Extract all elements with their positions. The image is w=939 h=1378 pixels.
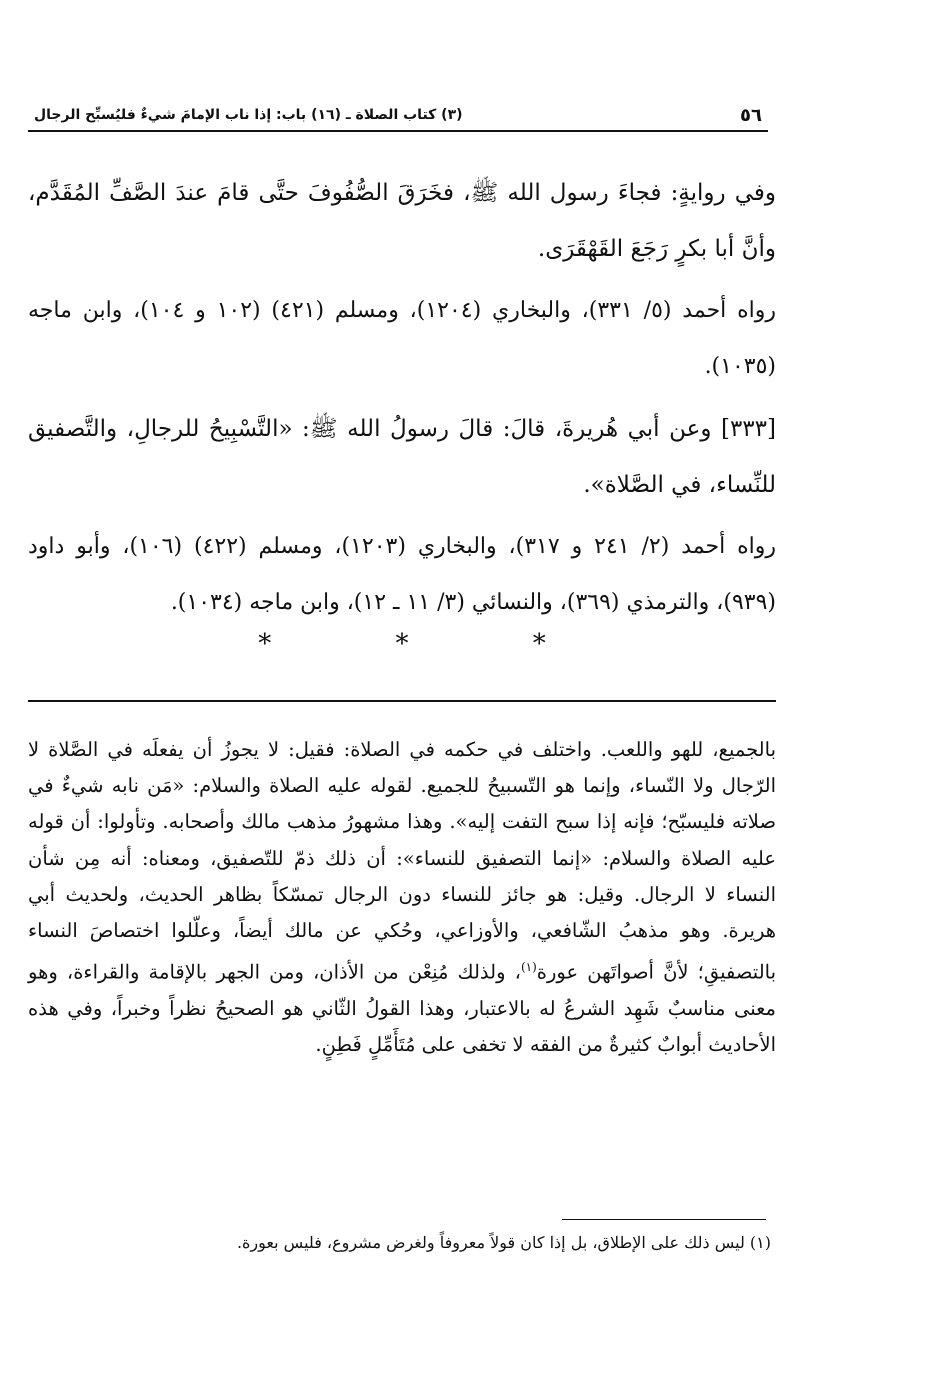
footnote-marker: (١) (520, 960, 537, 975)
commentary-divider (28, 700, 776, 702)
narration-variant: وفي روايةٍ: فجاءَ رسول الله ﷺ، فخَرَقَ الصُّفُوفَ حتَّى قامَ عندَ الصَّفِّ المُقَدَّم، وأنَّ أبا بكرٍ رَجَعَ القَهْقَرَى. (28, 180, 776, 262)
hadith-reference: رواه أحمد (٥/ ٣٣١)، والبخاري (١٢٠٤)، ومسلم (٤٢١) (١٠٢ و ١٠٤)، وابن ماجه (١٠٣٥). (28, 298, 776, 379)
running-header (28, 100, 768, 132)
hadith-333: [٣٣٣] وعن أبي هُريرةَ، قالَ: قالَ رسولُ الله ﷺ: «التَّسْبِيحُ للرجالِ، والتَّصفيق للنِّساء، في الصَّلاة». (28, 416, 776, 498)
section-ornament: * * * (258, 629, 604, 659)
commentary-part: ، ولذلك مُنِعْن من الأذان، ومن الجهر بالإقامة والقراءة، وهو معنى مناسبٌ شَهِد الشرعُ له بالاعتبار، وهذا القولُ الثّاني هو الصحيحُ نظراً وخبراً، وفي هذه الأحاديث أبوابٌ كثيرةٌ من الفقه لا تخفى على مُتَأَمِّلٍ فَطِنٍ. (28, 960, 776, 1057)
main-text (28, 165, 776, 659)
hadith-reference: رواه أحمد (٢/ ٢٤١ و ٣١٧)، والبخاري (١٢٠٣)، ومسلم (٤٢٢) (١٠٦)، وأبو داود (٩٣٩)، والترمذي (٣٦٩)، والنسائي (٣/ ١١ ـ ١٢)، وابن ماجه (١٠٣٤). (28, 534, 776, 615)
page-number: ٥٦ (740, 104, 762, 126)
commentary-part: بالجميع، للهو واللعب. واختلف في حكمه في الصلاة: فقيل: لا يجوزُ أن يفعلَه في الصَّلاة لا الرّجال ولا النّساء، وإنما هو التّسبيحُ للجميع. لقوله عليه الصلاة والسلام: «مَن نابه شيءٌ في صلاته فليسبّح؛ فإنه إذا سبح التفت إليه». وهذا مشهورُ مذهب مالك وأصحابه. وتأولوا: أن قوله عليه الصلاة والسلام: «إنما التصفيق للنساء»: أن ذلك ذمّ للتّصفيق، ومعناه: أنه مِن شأن النساء لا الرجال. وقيل: هو جائز للنساء دون الرجال تمسّكاً بظاهر الحديث، ولحديث أبي هريرة. وهو مذهبُ الشّافعي، والأوزاعي، وحُكي عن مالك أيضاً، وعلّلوا اختصاصَ النساء بالتصفيقِ؛ لأنَّ أصواتَهن عورة (28, 738, 776, 984)
footnote-divider (562, 1219, 766, 1220)
running-title: (٣) كتاب الصلاة ـ (١٦) باب: إذا ناب الإمامَ شيءٌ فليُسبِّح الرجال (34, 107, 463, 123)
footnote: (١) ليس ذلك على الإطلاق، بل إذا كان قولاً معروفاً ولغرض مشروع، فليس بعورة. (236, 1233, 771, 1252)
commentary-text (28, 732, 776, 1063)
